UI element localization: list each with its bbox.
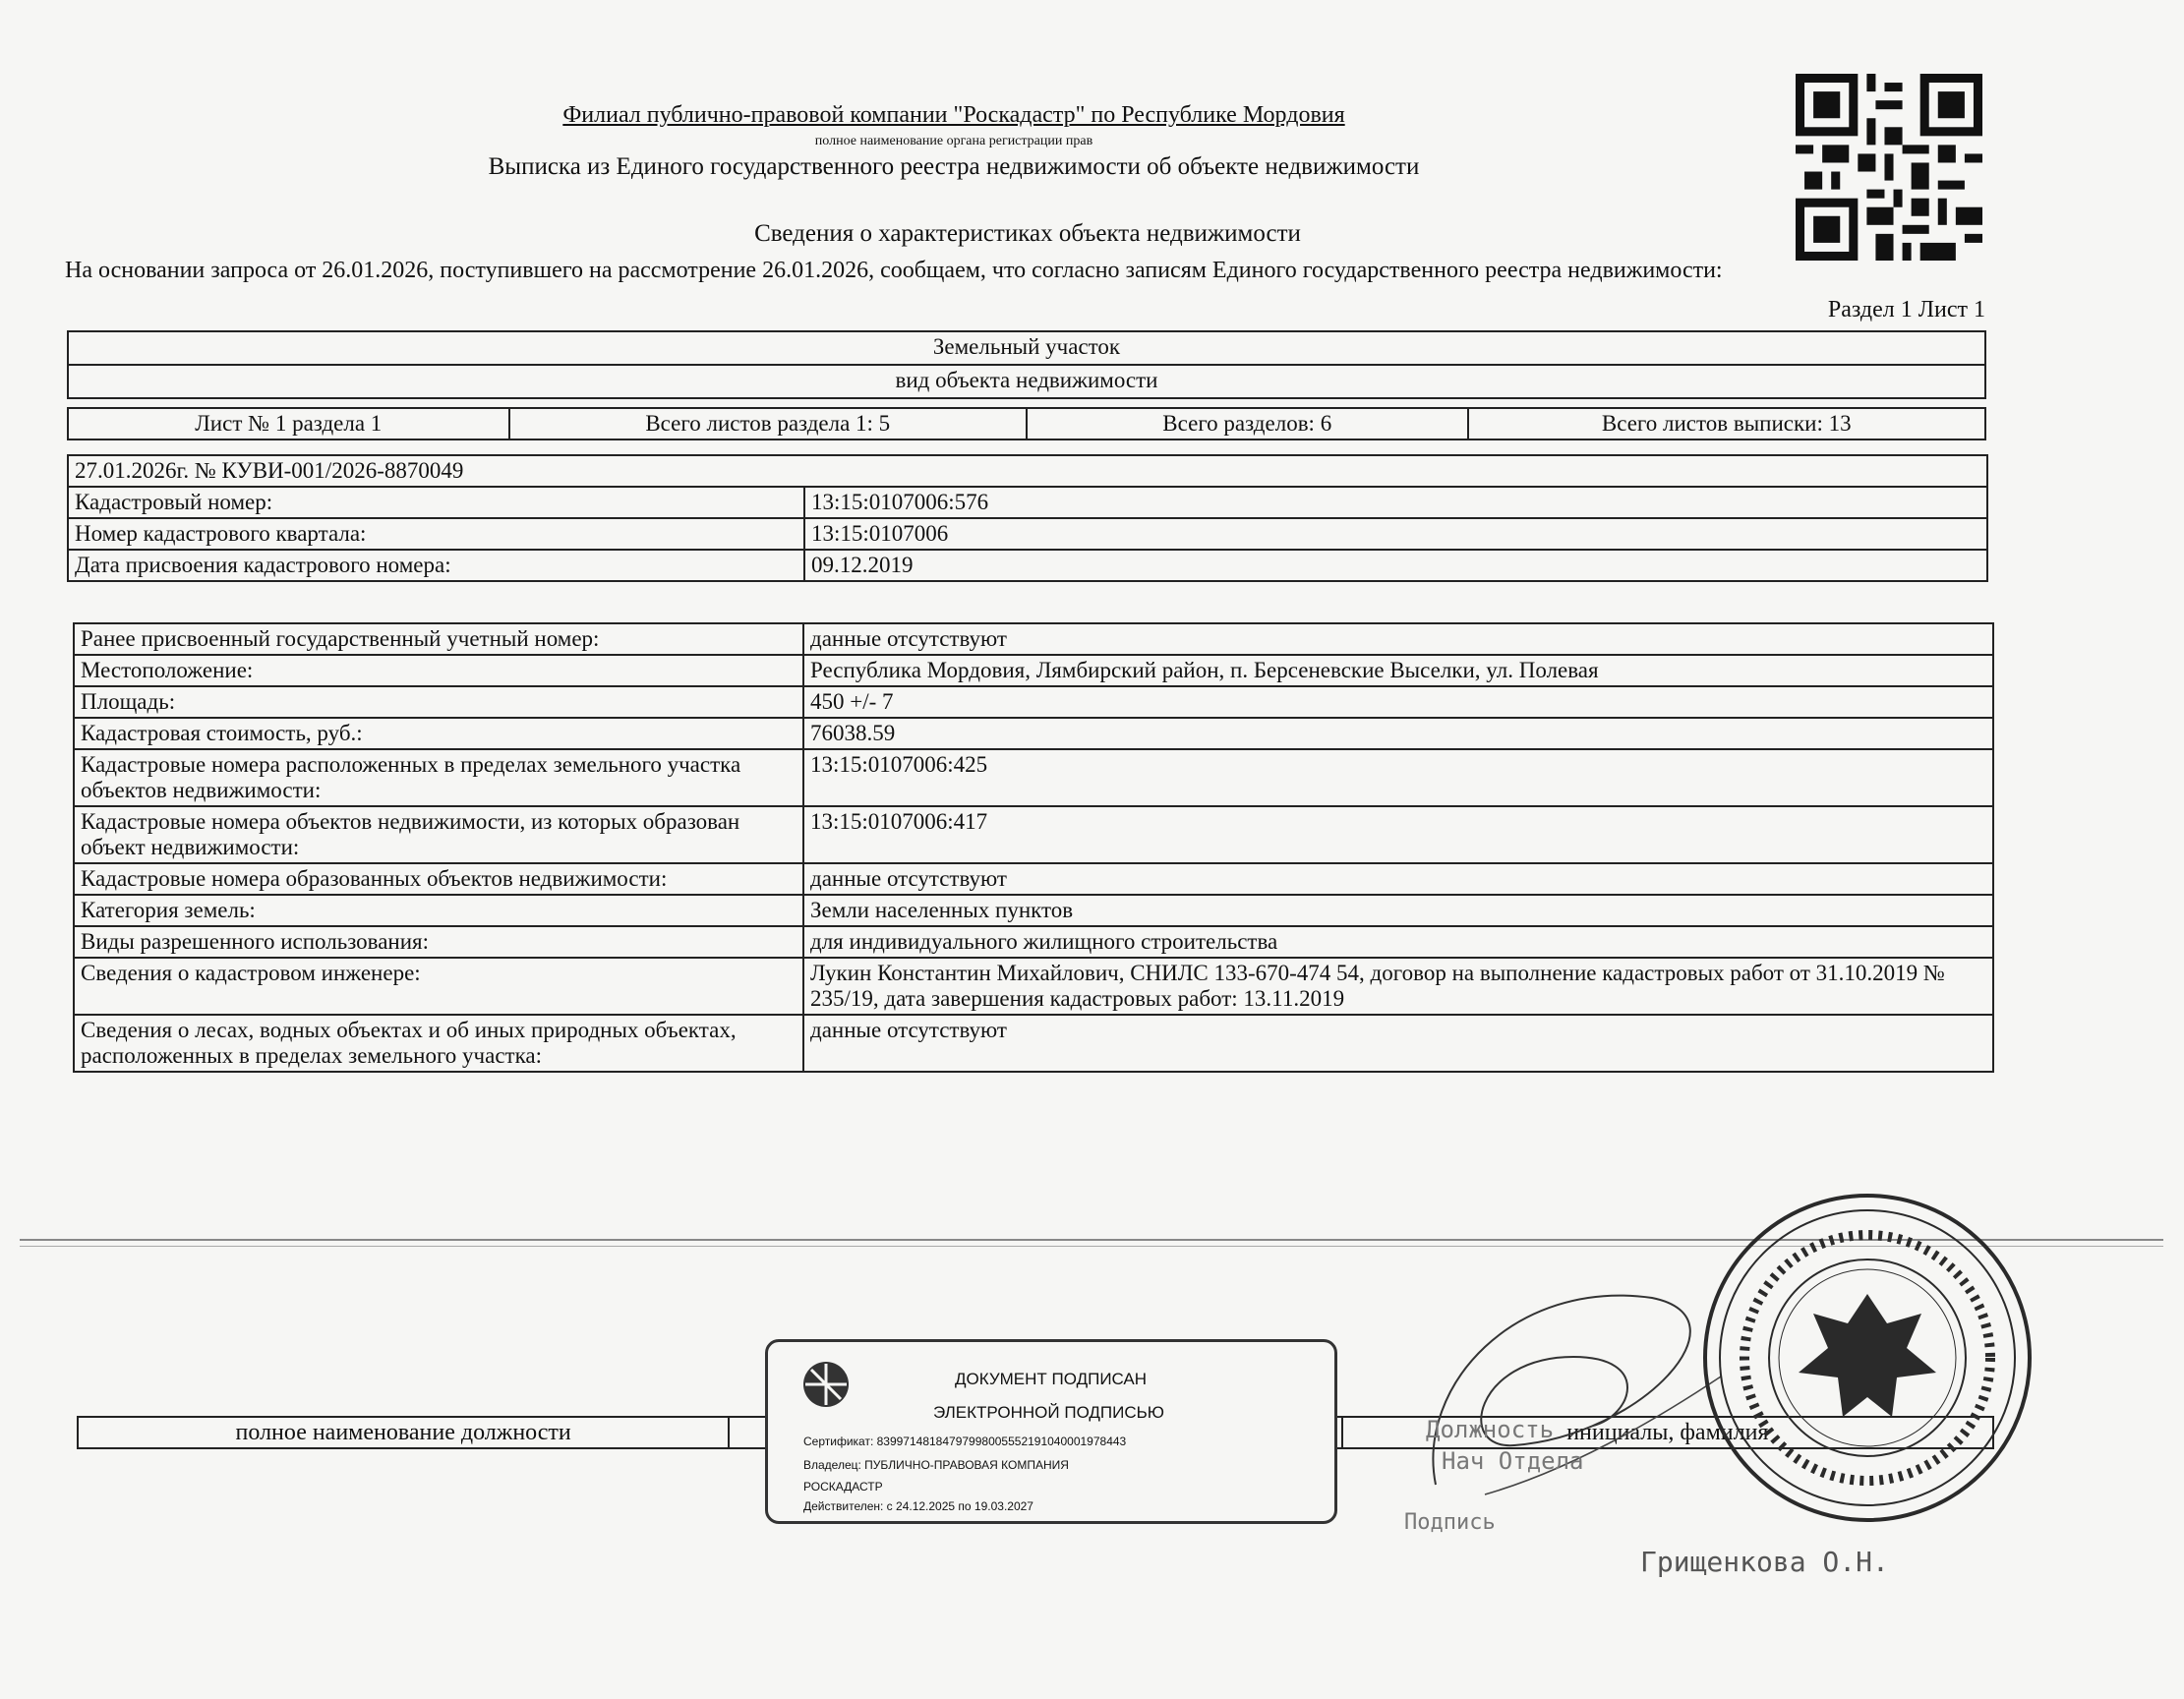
sheets-table — [67, 407, 1986, 440]
table-row — [74, 749, 1993, 806]
table-row — [74, 718, 1993, 749]
total-sheets-section: Всего листов раздела 1: 5 — [509, 408, 1028, 439]
field-value: 13:15:0107006:425 — [803, 749, 1993, 806]
field-label: Сведения о лесах, водных объектах и об иных природных объектах, расположенных в пределах земельного участка: — [74, 1015, 803, 1072]
field-label: Площадь: — [74, 686, 803, 718]
position-label: полное наименование должности — [78, 1417, 729, 1448]
esign-title-2: ЭЛЕКТРОННОЙ ПОДПИСЬЮ — [933, 1403, 1164, 1422]
field-label: Категория земель: — [74, 895, 803, 926]
esign-certificate: Сертификат: 839971481847979980055521910400019784​43 — [803, 1435, 1127, 1448]
esign-owner-2: РОСКАДАСТР — [803, 1480, 883, 1494]
table-row — [74, 926, 1993, 958]
field-value: для индивидуального жилищного строительства — [803, 926, 1993, 958]
section-label: Раздел 1 Лист 1 — [1827, 297, 1985, 322]
organization-name: Филиал публично-правовой компании "Роскадастр" по Республике Мордовия — [562, 102, 1345, 128]
field-value: 450 +/- 7 — [803, 686, 1993, 718]
table-row — [74, 1015, 1993, 1072]
organization-note: полное наименование органа регистрации прав — [814, 134, 1093, 148]
field-value: Республика Мордовия, Лямбирский район, п. Берсеневские Выселки, ул. Полевая — [803, 655, 1993, 686]
name-label: инициалы, фамилия — [1342, 1417, 1993, 1448]
table-row — [68, 518, 1987, 550]
table-row — [74, 895, 1993, 926]
field-label: Номер кадастрового квартала: — [68, 518, 804, 550]
table-row — [74, 623, 1993, 655]
field-label: Местоположение: — [74, 655, 803, 686]
field-value: 13:15:0107006:417 — [803, 806, 1993, 863]
field-label: Кадастровый номер: — [68, 487, 804, 518]
field-value: 13:15:0107006 — [804, 518, 1987, 550]
hand-position: Должность — [1426, 1416, 1555, 1443]
table-row — [74, 958, 1993, 1015]
field-label: Ранее присвоенный государственный учетный номер: — [74, 623, 803, 655]
field-label: Кадастровые номера расположенных в пределах земельного участка объектов недвижимости: — [74, 749, 803, 806]
field-value: 76038.59 — [803, 718, 1993, 749]
field-label: Кадастровые номера объектов недвижимости, из которых образован объект недвижимости: — [74, 806, 803, 863]
qr-code — [1796, 71, 1982, 264]
table-row — [74, 806, 1993, 863]
property-info-table — [73, 622, 1994, 1073]
object-kind-table — [67, 330, 1986, 399]
hand-position-value: Нач Отдела — [1442, 1447, 1584, 1475]
extract-date-number: 27.01.2026г. № КУВИ-001/2026-8870049 — [68, 455, 1987, 487]
table-row — [68, 550, 1987, 581]
esign-title-1: ДОКУМЕНТ ПОДПИСАН — [955, 1370, 1148, 1388]
field-value: данные отсутствуют — [803, 1015, 1993, 1072]
e-signature-stamp — [765, 1339, 1337, 1524]
field-value: данные отсутствуют — [803, 623, 1993, 655]
hand-sign-label: Подпись — [1404, 1510, 1496, 1535]
document-subtitle: Сведения о характеристиках объекта недвижимости — [754, 220, 1301, 247]
field-label: Дата присвоения кадастрового номера: — [68, 550, 804, 581]
esign-owner: Владелец: ПУБЛИЧНО-ПРАВОВАЯ КОМПАНИЯ — [803, 1458, 1069, 1472]
total-sheets-extract: Всего листов выписки: 13 — [1468, 408, 1986, 439]
field-value: данные отсутствуют — [803, 863, 1993, 895]
field-label: Сведения о кадастровом инженере: — [74, 958, 803, 1015]
field-value: 13:15:0107006:576 — [804, 487, 1987, 518]
request-text: На основании запроса от 26.01.2026, поступившего на рассмотрение 26.01.2026, сообщаем, что согласно записям Единого государственного реестра недвижимости: — [65, 258, 1723, 283]
field-value: Лукин Константин Михайлович, СНИЛС 133-670-474 54, договор на выполнение кадастровых работ от 31.10.2019 № 235/19, дата завершения кадастровых работ: 13.11.2019 — [803, 958, 1993, 1015]
table-row — [74, 863, 1993, 895]
field-value: 09.12.2019 — [804, 550, 1987, 581]
field-label: Виды разрешенного использования: — [74, 926, 803, 958]
object-kind-label: вид объекта недвижимости — [68, 365, 1985, 398]
field-label: Кадастровые номера образованных объектов недвижимости: — [74, 863, 803, 895]
hand-name: Грищенкова О.Н. — [1640, 1546, 1889, 1578]
esign-logo-icon — [801, 1360, 851, 1409]
field-label: Кадастровая стоимость, руб.: — [74, 718, 803, 749]
document-title: Выписка из Единого государственного реестра недвижимости об объекте недвижимости — [488, 153, 1420, 180]
table-row — [74, 686, 1993, 718]
table-row — [74, 655, 1993, 686]
total-sections: Всего разделов: 6 — [1027, 408, 1468, 439]
table-row — [68, 487, 1987, 518]
round-seal — [1695, 1176, 2039, 1540]
object-kind-value: Земельный участок — [68, 331, 1985, 365]
sheet-number: Лист № 1 раздела 1 — [68, 408, 509, 439]
cadastral-meta-table — [67, 454, 1988, 582]
field-value: Земли населенных пунктов — [803, 895, 1993, 926]
esign-valid: Действителен: с 24.12.2025 по 19.03.2027 — [803, 1499, 1033, 1513]
